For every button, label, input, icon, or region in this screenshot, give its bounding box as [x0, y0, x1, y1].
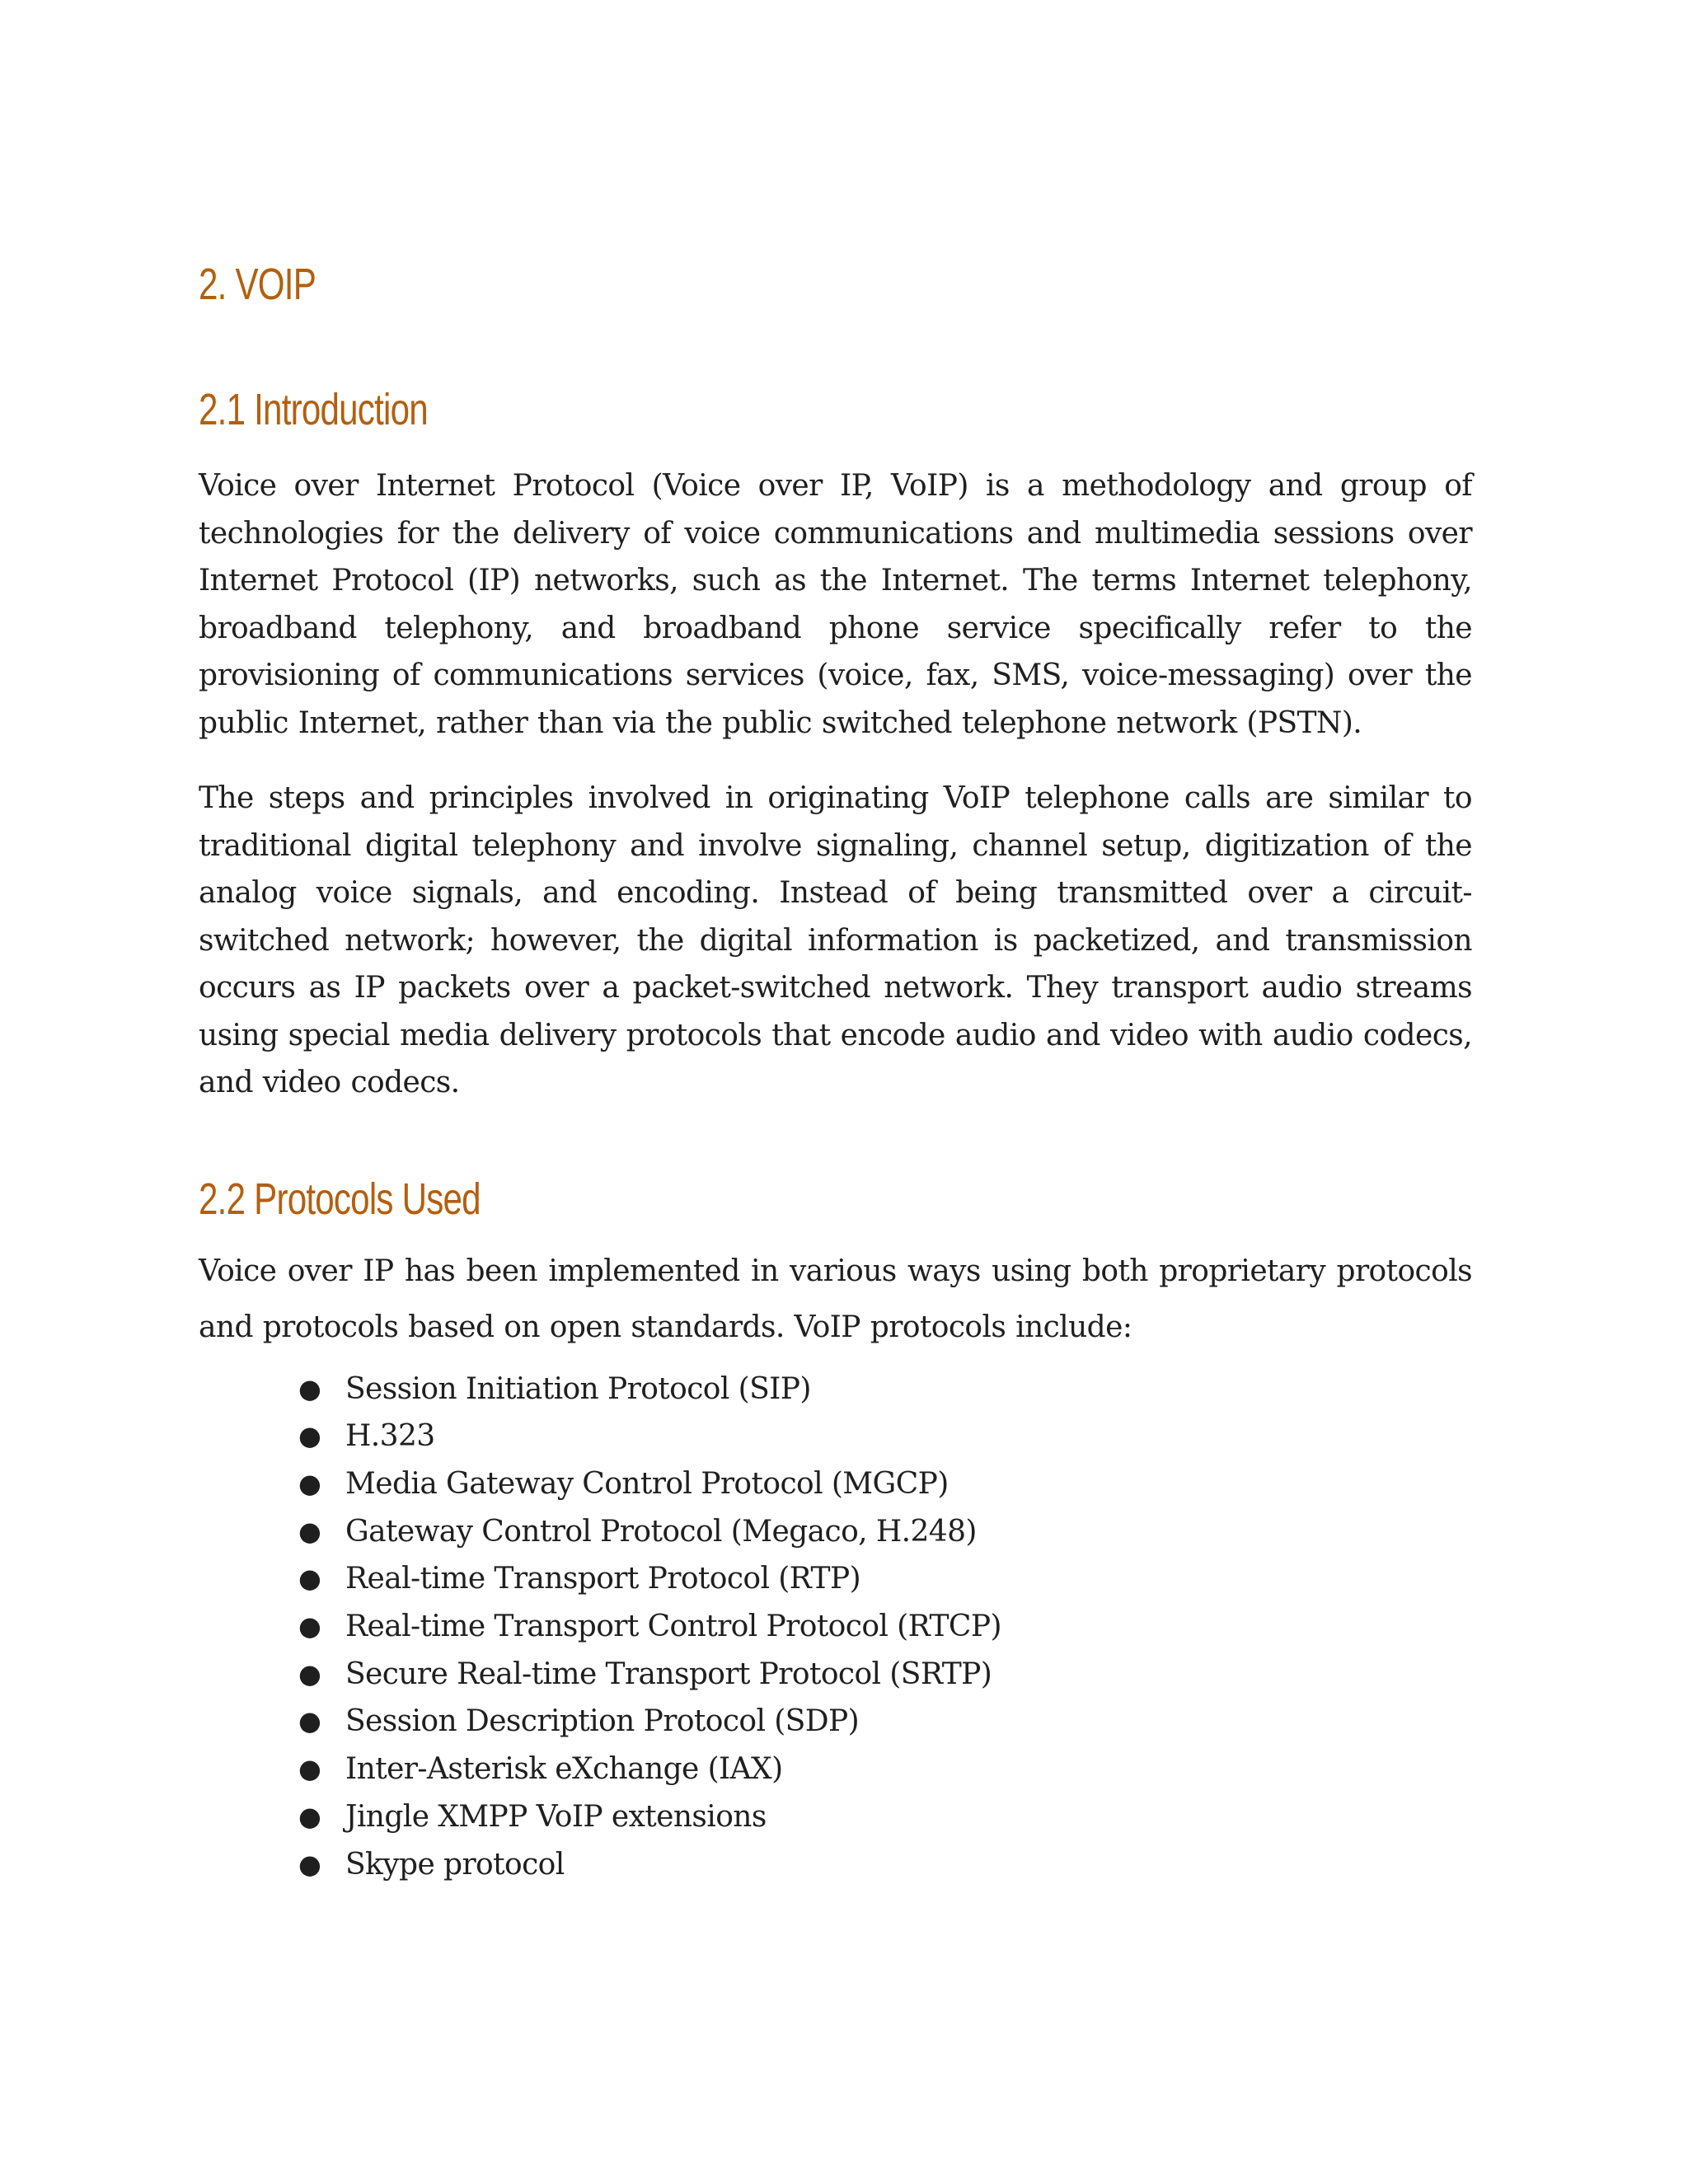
list-item-text: Gateway Control Protocol (Megaco, H.248) [345, 1514, 977, 1549]
section-heading-introduction: 2.1 Introduction [199, 385, 428, 434]
bullet-icon: ● [298, 1610, 321, 1643]
bullet-icon: ● [298, 1705, 321, 1737]
bullet-icon: ● [298, 1420, 321, 1452]
section-heading-protocols: 2.2 Protocols Used [199, 1174, 481, 1224]
intro-paragraph-1: Voice over Internet Protocol (Voice over IP, VoIP) is a methodology and group of technologies for the delivery of voice communications and multimedia sessions over Internet Protocol (IP) networks, such as the Internet. The terms Internet telephony, broadband telephony, and broadband phone service specifically refer to the provisioning of communications services (voice, fax, SMS, voice-messaging) over the public Internet, rather than via the public switched telephone network (PSTN). [199, 469, 1472, 740]
list-item [298, 1793, 1472, 1841]
list-item-text: H.323 [345, 1419, 435, 1454]
chapter-title: 2. VOIP [199, 260, 316, 309]
bullet-icon: ● [298, 1848, 321, 1880]
list-item [298, 1698, 1472, 1746]
bullet-icon: ● [298, 1467, 321, 1499]
list-item-text: Inter-Asterisk eXchange (IAX) [345, 1752, 783, 1787]
page-content [199, 251, 1472, 1888]
list-item [298, 1366, 1472, 1413]
bullet-icon: ● [298, 1372, 321, 1404]
list-item [298, 1413, 1472, 1460]
bullet-icon: ● [298, 1563, 321, 1595]
bullet-icon: ● [298, 1753, 321, 1785]
list-item [298, 1841, 1472, 1889]
list-item-text: Session Initiation Protocol (SIP) [345, 1371, 811, 1406]
list-item [298, 1508, 1472, 1556]
list-item-text: Skype protocol [345, 1847, 565, 1882]
list-item [298, 1603, 1472, 1651]
list-item-text: Session Description Protocol (SDP) [345, 1704, 860, 1739]
bullet-icon: ● [298, 1515, 321, 1547]
list-item [298, 1746, 1472, 1793]
protocol-list [199, 1366, 1472, 1889]
protocols-intro-paragraph: Voice over IP has been implemented in various ways using both proprietary protocols and protocols based on open standards. VoIP protocols include: [199, 1254, 1472, 1344]
list-item-text: Real-time Transport Protocol (RTP) [345, 1562, 861, 1596]
list-item-text: Secure Real-time Transport Protocol (SRTP) [345, 1657, 992, 1691]
bullet-icon: ● [298, 1800, 321, 1832]
list-item [298, 1651, 1472, 1699]
intro-paragraph-2: The steps and principles involved in originating VoIP telephone calls are similar to traditional digital telephony and involve signaling, channel setup, digitization of the analog voice signals, and encoding. Instead of being transmitted over a circuit-switched network; however, the digital information is packetized, and transmission occurs as IP packets over a packet-switched network. They transport audio streams using special media delivery protocols that encode audio and video with audio codecs, and video codecs. [199, 781, 1472, 1099]
list-item-text: Real-time Transport Control Protocol (RTCP) [345, 1610, 1001, 1644]
list-item [298, 1460, 1472, 1508]
list-item-text: Media Gateway Control Protocol (MGCP) [345, 1466, 949, 1501]
list-item [298, 1555, 1472, 1603]
bullet-icon: ● [298, 1657, 321, 1690]
list-item-text: Jingle XMPP VoIP extensions [345, 1799, 767, 1834]
